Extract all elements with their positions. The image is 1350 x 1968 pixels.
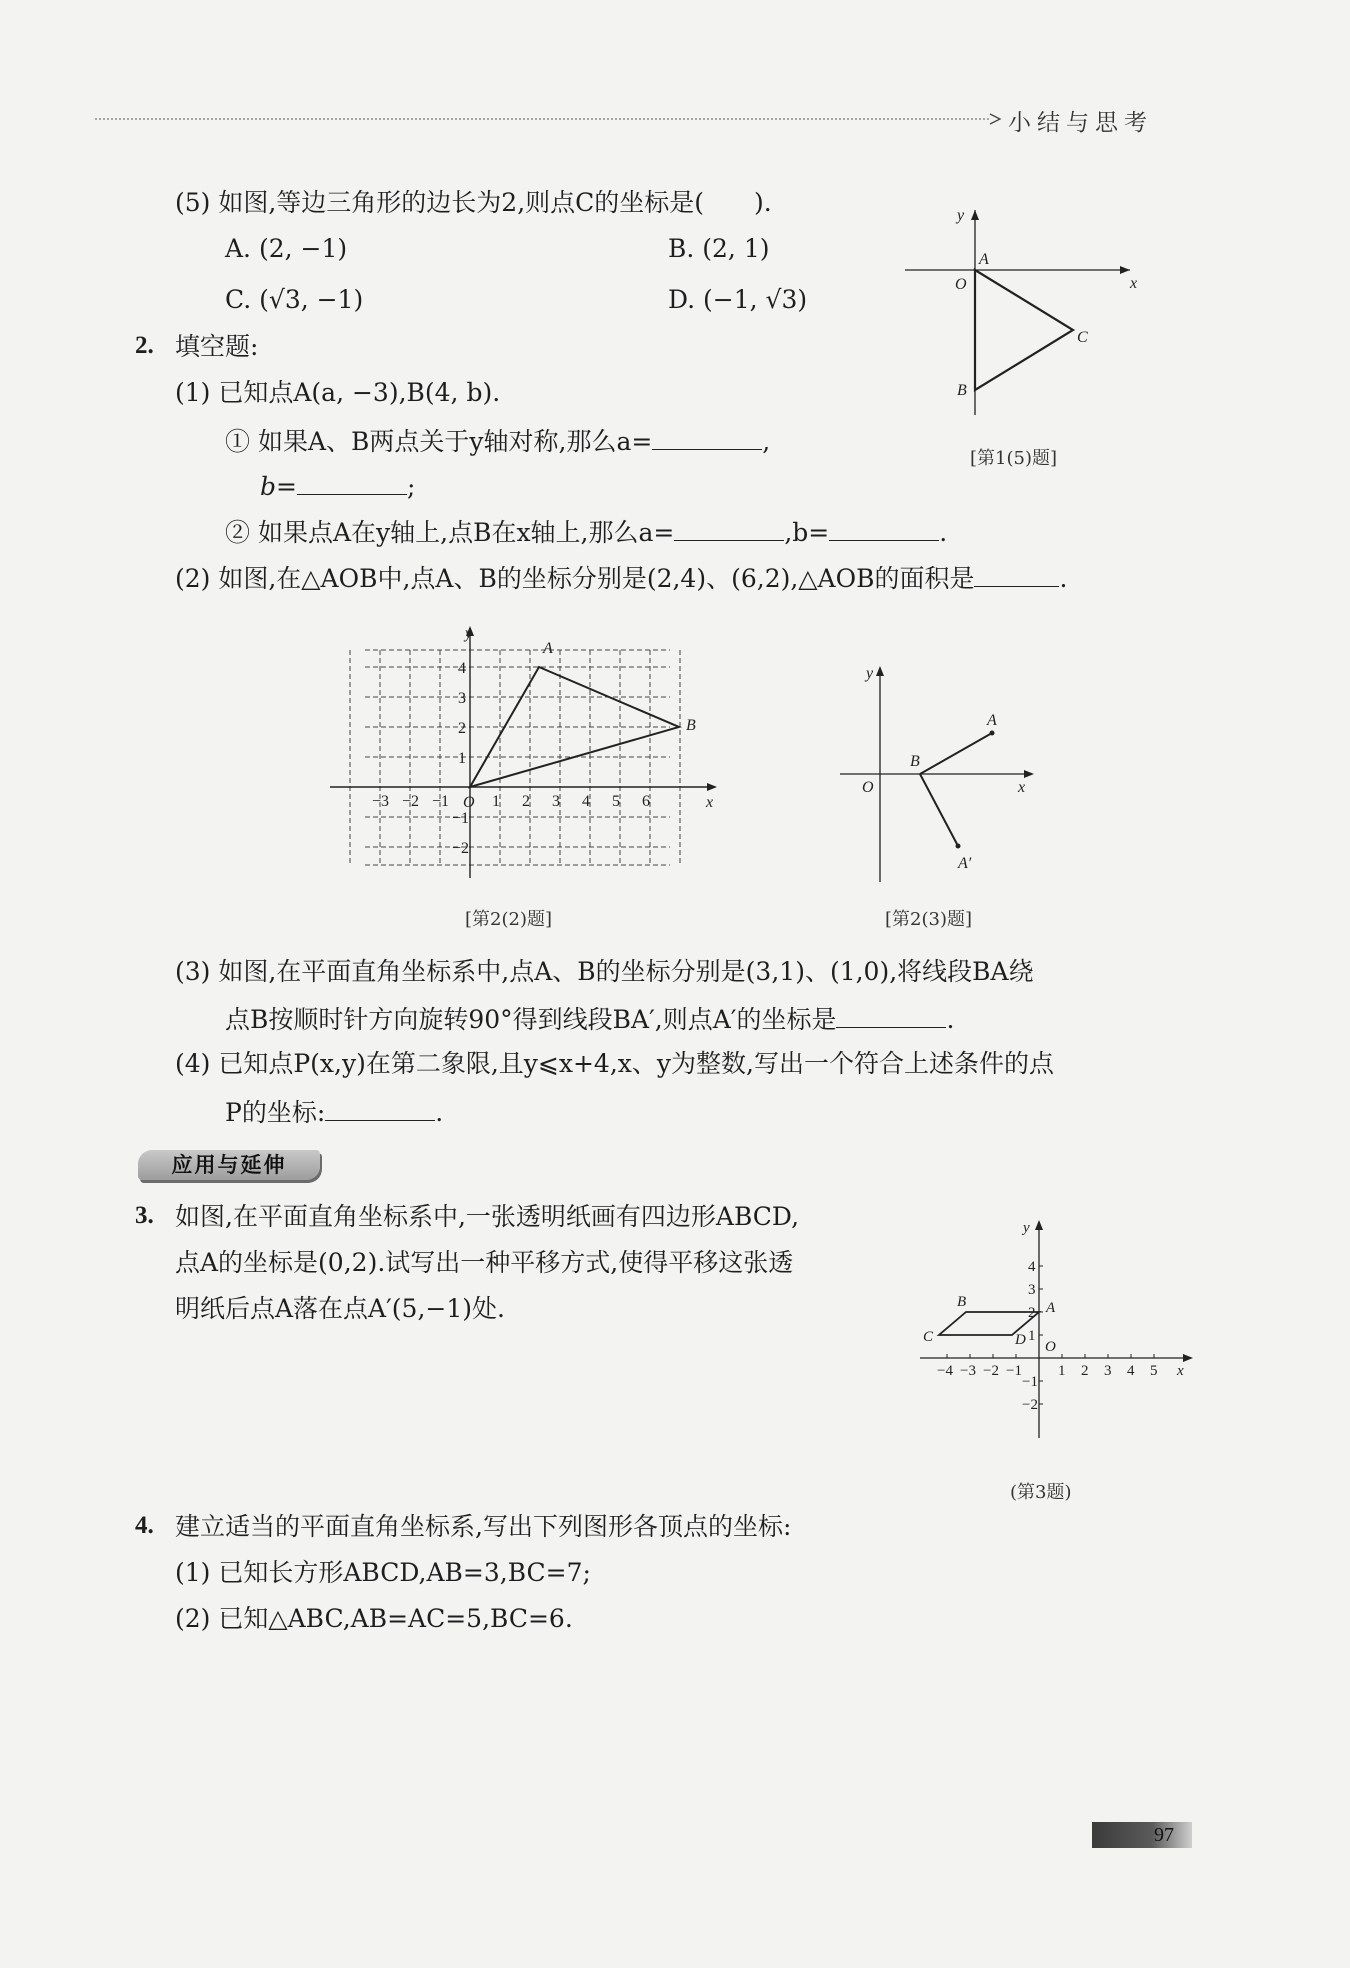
origin-label: O	[1045, 1339, 1056, 1355]
q1-5-option-a: A. (2, −1)	[225, 234, 348, 263]
q2-1-i-line	[225, 423, 770, 459]
q3-line3: 明纸后点A落在点A′(5,−1)处.	[175, 1294, 505, 1323]
y-tick-label: 1	[1028, 1328, 1036, 1344]
page-number-band	[1092, 1822, 1192, 1848]
answer-blank-b2[interactable]	[829, 514, 939, 541]
y-tick-label: 4	[458, 660, 466, 677]
point-b-label: B	[957, 382, 967, 399]
x-tick-label: 2	[522, 793, 530, 810]
answer-blank-a2[interactable]	[674, 514, 784, 541]
x-tick-label: −2	[983, 1363, 999, 1379]
origin-label: O	[463, 794, 475, 811]
q1-5-figure	[905, 200, 1145, 430]
q2-1-ii-period: .	[939, 518, 948, 547]
y-tick-label: −1	[1022, 1374, 1038, 1390]
header-dotted-line	[95, 112, 1005, 126]
q2-number: 2.	[135, 332, 154, 359]
q2-3-caption: [第2(3)题]	[885, 909, 972, 930]
q2-2-figure	[325, 620, 725, 890]
y-tick-label: −1	[452, 810, 470, 827]
y-label: y	[866, 665, 874, 682]
x-tick-label: −4	[937, 1363, 953, 1379]
point-a-label: A	[1046, 1300, 1056, 1316]
y-label: y	[1023, 1220, 1030, 1236]
x-tick-label: −1	[432, 793, 450, 810]
x-tick-label: −2	[402, 793, 420, 810]
y-label: y	[465, 625, 473, 642]
point-c-label: C	[923, 1329, 934, 1345]
x-axis-arrow	[1183, 1354, 1193, 1362]
point-b-label: B	[686, 717, 696, 734]
point-a-label: A	[543, 640, 553, 657]
y-label: y	[957, 207, 965, 224]
q2-4-text: P的坐标:	[225, 1098, 326, 1127]
x-axis-arrow	[1120, 266, 1130, 274]
y-tick-label: 4	[1028, 1259, 1036, 1275]
q2-4-line1: (4) 已知点P(x,y)在第二象限,且y⩽x+4,x、y为整数,写出一个符合上述条件的点	[175, 1049, 1054, 1078]
answer-blank-b[interactable]	[297, 468, 407, 495]
header-title: 小结与思考	[1008, 110, 1153, 136]
q2-3-figure	[840, 650, 1060, 890]
x-tick-label: −1	[1006, 1363, 1022, 1379]
q3-line1: 如图,在平面直角坐标系中,一张透明纸画有四边形ABCD,	[175, 1202, 800, 1231]
point-a-prime-dot	[956, 844, 961, 849]
y-axis-arrow	[876, 666, 884, 676]
q4-line2: (1) 已知长方形ABCD,AB=3,BC=7;	[175, 1558, 591, 1587]
x-tick-label: 2	[1081, 1363, 1089, 1379]
origin-label: O	[955, 276, 967, 293]
answer-blank-area[interactable]	[974, 560, 1059, 587]
q2-3-text: 点B按顺时针方向旋转90°得到线段BA′,则点A′的坐标是	[225, 1005, 837, 1034]
section-title: 应用与延伸	[138, 1150, 320, 1180]
q2-1-i-b-label: b=	[260, 472, 297, 501]
answer-blank-p[interactable]	[325, 1094, 435, 1121]
x-tick-label: 1	[1058, 1363, 1066, 1379]
point-c-label: C	[1077, 329, 1088, 346]
equilateral-triangle	[975, 270, 1073, 390]
q2-1-stem: (1) 已知点A(a, −3),B(4, b).	[175, 378, 501, 407]
q1-5-option-c: C. (√3, −1)	[225, 285, 364, 314]
q4-number: 4.	[135, 1512, 154, 1539]
x-tick-label: 3	[1104, 1363, 1112, 1379]
q3-caption: (第3题)	[1010, 1482, 1072, 1503]
origin-label: O	[862, 779, 874, 796]
x-axis-arrow	[1024, 770, 1034, 778]
page-number: 97	[1154, 1824, 1174, 1846]
x-axis-arrow	[707, 783, 717, 791]
y-tick-label: −2	[452, 840, 470, 857]
q2-3-line1: (3) 如图,在平面直角坐标系中,点A、B的坐标分别是(3,1)、(1,0),将线段BA绕	[175, 957, 1034, 986]
point-b-label: B	[910, 753, 920, 770]
point-a-prime-label: A′	[958, 855, 972, 872]
y-axis-arrow	[1035, 1220, 1043, 1230]
q2-1-i-text: ① 如果A、B两点关于y轴对称,那么a=	[225, 427, 653, 456]
q2-2-caption: [第2(2)题]	[465, 909, 552, 930]
q2-1-i-line2	[260, 468, 415, 504]
q3-figure	[915, 1208, 1195, 1448]
q2-4-period: .	[435, 1098, 444, 1127]
answer-blank-a[interactable]	[652, 423, 762, 450]
q3-line2: 点A的坐标是(0,2).试写出一种平移方式,使得平移这张透	[175, 1248, 794, 1277]
answer-blank-a-prime[interactable]	[836, 1001, 946, 1028]
y-tick-label: 2	[458, 720, 466, 737]
q3-number: 3.	[135, 1202, 154, 1229]
q2-title: 填空题:	[175, 332, 259, 361]
q1-5-option-d: D. (−1, √3)	[668, 285, 808, 314]
q1-5-caption: [第1(5)题]	[970, 448, 1057, 469]
x-tick-label: 1	[492, 793, 500, 810]
q4-line1: 建立适当的平面直角坐标系,写出下列图形各顶点的坐标:	[175, 1512, 792, 1541]
q2-3-line2	[225, 1001, 954, 1037]
x-tick-label: 4	[1127, 1363, 1135, 1379]
y-tick-label: −2	[1022, 1397, 1038, 1413]
x-tick-label: 4	[582, 793, 590, 810]
x-tick-label: 6	[642, 793, 650, 810]
q2-2-text: (2) 如图,在△AOB中,点A、B的坐标分别是(2,4)、(6,2),△AOB的面积是	[175, 564, 975, 593]
q2-3-period: .	[946, 1005, 955, 1034]
x-label: x	[1177, 1363, 1184, 1379]
point-a-dot	[990, 731, 995, 736]
segment-ba	[920, 733, 992, 774]
y-tick-label: 1	[458, 750, 466, 767]
q2-1-i-comma: ,	[762, 427, 771, 456]
x-tick-label: −3	[372, 793, 390, 810]
q1-5-stem: (5) 如图,等边三角形的边长为2,则点C的坐标是( ).	[175, 188, 772, 217]
x-tick-label: 5	[1150, 1363, 1158, 1379]
q2-1-ii-text: ② 如果点A在y轴上,点B在x轴上,那么a=	[225, 518, 675, 547]
y-tick-label: 3	[1028, 1282, 1036, 1298]
point-b-label: B	[957, 1294, 967, 1310]
y-tick-label: 2	[1028, 1305, 1036, 1321]
x-tick-label: −3	[960, 1363, 976, 1379]
x-label: x	[706, 794, 714, 811]
point-a-label: A	[979, 251, 989, 268]
x-label: x	[1018, 779, 1026, 796]
q1-5-option-b: B. (2, 1)	[668, 234, 770, 263]
x-label: x	[1130, 275, 1138, 292]
q2-2-period: .	[1059, 564, 1068, 593]
q2-1-i-semicolon: ;	[406, 472, 416, 501]
y-tick-label: 3	[458, 690, 466, 707]
q2-1-ii-line	[225, 514, 947, 550]
point-a-label: A	[987, 712, 997, 729]
segment-ba-prime	[920, 774, 958, 846]
q4-line3: (2) 已知△ABC,AB=AC=5,BC=6.	[175, 1604, 573, 1633]
point-d-label: D	[1015, 1332, 1026, 1348]
y-axis-arrow	[971, 210, 979, 220]
q2-2-line	[175, 560, 1067, 596]
x-tick-label: 3	[552, 793, 560, 810]
x-tick-label: 5	[612, 793, 620, 810]
q2-4-line2	[225, 1094, 443, 1130]
q2-1-ii-b-label: ,b=	[784, 518, 830, 547]
